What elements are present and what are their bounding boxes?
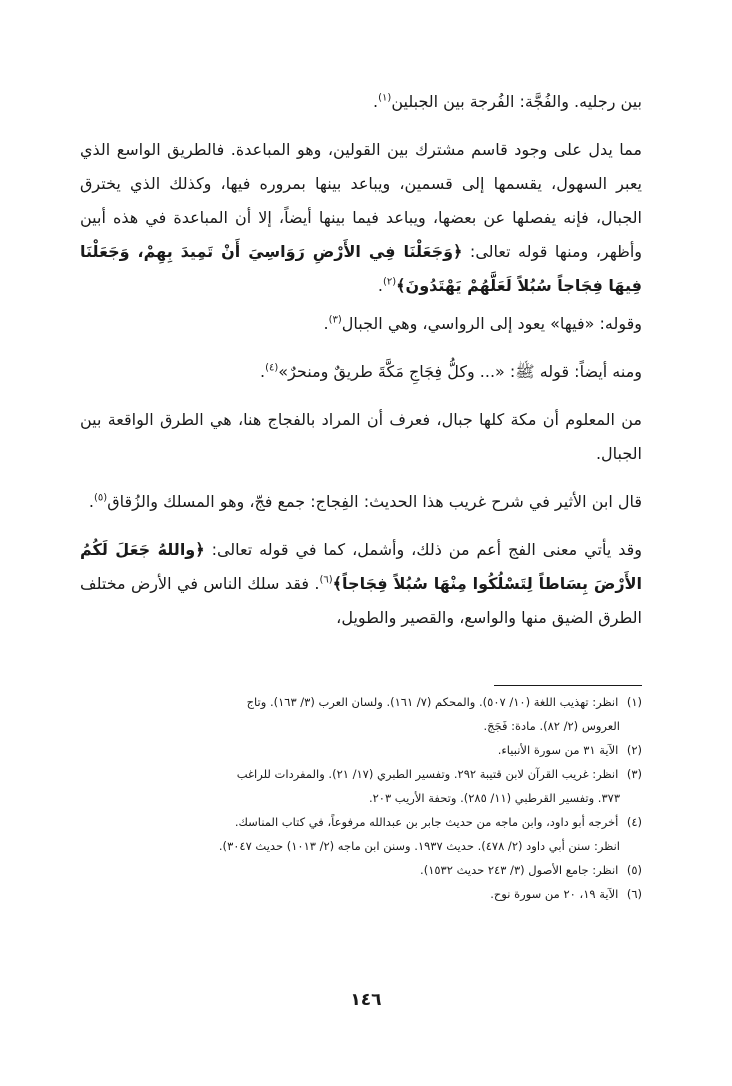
paragraph-2: مما يدل على وجود قاسم مشترك بين القولين، وهو المباعدة. فالطريق الواسع الذي يعبر السهول، يقسمها إلى قسمين، ويباعد بينها بمروره فيها، وكذلك الذي يخترق الجبال، فإنه يفصلها عن بعضها، ويباعد فيما بينها أيضاً، إلا أن المباعدة في هذه أبين وأظهر، ومنها قوله تعالى: ﴿وَجَعَلْنَا فِي الأَرْضِ رَوَاسِيَ أَنْ تَمِيدَ بِهِمْ، وَجَعَلْنَا فِيهَا فِجَاجاً سُبُلاً لَعَلَّهُمْ يَهْتَدُونَ﴾$^{(٢)}$. [80,140,643,295]
footnote-number: (٤) [626,815,642,829]
paragraph-3: وقوله: «فيها» يعود إلى الرواسي، وهي الجبال$^{(٣)}$. [323,314,642,333]
paragraph-3-text: وقوله: «فيها» يعود إلى الرواسي، وهي الجبال [341,314,642,333]
footnotes [80,690,642,906]
footnote-number: (٥) [626,863,642,877]
footnote-1 [80,690,642,738]
paragraph-1-text: بين رجليه. والفُجَّة: الفُرجة بين الجبلين [391,92,642,111]
footnote-ref-5: (٥) [94,492,108,504]
footnote-number: (٦) [626,887,642,901]
footnote-4 [80,810,642,858]
paragraph-7-text: وقد يأتي معنى الفج أعم من ذلك، وأشمل، كما في قوله تعالى: [211,540,643,559]
paragraph-7-end: فقد سلك الناس في الأرض مختلف الطرق الضيق منها والواسع، والقصير والطويل، [80,574,642,627]
quran-verse-1: ﴿وَجَعَلْنَا فِي الأَرْضِ رَوَاسِيَ أَنْ تَمِيدَ بِهِمْ، وَجَعَلْنَا فِيهَا فِجَاجاً سُبُلاً لَعَلَّهُمْ يَهْتَدُونَ﴾ [80,242,642,295]
footnote-text: انظر: غريب القرآن لابن قتيبة ٢٩٢. وتفسير الطبري (١٧/ ٢١). والمفردات للراغب [236,767,619,781]
paragraph-7: وقد يأتي معنى الفج أعم من ذلك، وأشمل، كما في قوله تعالى: ﴿واللهُ جَعَلَ لَكُمُ الأَرْضَ بِسَاطاً لِتَسْلُكُوا مِنْهَا سُبُلاً فِجَاجاً﴾$^{(٦)}$. فقد سلك الناس في الأرض مختلف الطرق الضيق منها والواسع، والقصير والطويل، [80,540,643,627]
footnote-continuation: ٣٧٣. وتفسير القرطبي (١١/ ٢٨٥). وتحفة الأريب ٢٠٣. [368,791,620,805]
footnote-text: الآية ٣١ من سورة الأنبياء. [497,743,619,757]
footnote-divider [494,685,642,686]
footnote-continuation: العروس (٢/ ٨٢). مادة: فَجَجَ. [483,719,620,733]
footnote-3 [80,762,642,810]
paragraph-4: ومنه أيضاً: قوله ﷺ: «... وكلُّ فِجَاجِ مَكَّةَ طريقٌ ومنحرٌ»$^{(٤)}$. [260,362,642,381]
footnote-2 [80,738,642,762]
main-text [80,85,642,649]
footnote-text: انظر: تهذيب اللغة (١٠/ ٥٠٧). والمحكم (٧/ ١٦١). ولسان العرب (٣/ ١٦٣). وتاج [246,695,619,709]
page-number: ١٤٦ [350,990,382,1010]
paragraph-4-text: ومنه أيضاً: قوله ﷺ: «... وكلُّ فِجَاجِ مَكَّةَ طريقٌ ومنحرٌ» [278,362,642,381]
footnote-5 [80,858,642,882]
paragraph-1: بين رجليه. والفُجَّة: الفُرجة بين الجبلين$^{(١)}$. [373,92,642,111]
footnote-number: (٣) [626,767,642,781]
footnote-text: الآية ١٩، ٢٠ من سورة نوح. [490,887,619,901]
footnote-number: (٢) [626,743,642,757]
footnote-continuation: انظر: سنن أبي داود (٢/ ٤٧٨). حديث ١٩٣٧. وسنن ابن ماجه (٢/ ١٠١٣) حديث ٣٠٤٧). [218,839,620,853]
paragraph-5 [80,403,642,471]
footnote-ref-4: (٤) [265,362,279,374]
paragraph-5-text: من المعلوم أن مكة كلها جبال، فعرف أن المراد بالفجاج هنا، هي الطرق الواقعة بين الجبال. [80,410,642,463]
quran-verse-2: ﴿واللهُ جَعَلَ لَكُمُ الأَرْضَ بِسَاطاً لِتَسْلُكُوا مِنْهَا سُبُلاً فِجَاجاً﴾ [80,540,643,593]
footnote-6 [80,882,642,906]
footnote-text: انظر: جامع الأصول (٣/ ٢٤٣ حديث ١٥٣٢). [420,863,619,877]
footnote-text: أخرجه أبو داود، وابن ماجه من حديث جابر بن عبدالله مرفوعاً، في كتاب المناسك. [234,815,619,829]
footnote-ref-3: (٣) [328,314,342,326]
footnote-number: (١) [626,695,642,709]
footnote-ref-2: (٢) [382,276,397,288]
paragraph-6: قال ابن الأثير في شرح غريب هذا الحديث: الفِجاج: جمع فجّ، وهو المسلك والزُقاق$^{(٥)}$. [88,492,642,511]
footnote-ref-1: (١) [378,92,392,104]
paragraph-2-text: مما يدل على وجود قاسم مشترك بين القولين، وهو المباعدة. فالطريق الواسع الذي يعبر السهول، يقسمها إلى قسمين، ويباعد بينها بمروره فيها، وكذلك الذي يخترق الجبال، فإنه يفصلها عن بعضها، ويباعد فيما بينها أيضاً، إلا أن المباعدة في هذه أبين وأظهر، ومنها قوله تعالى: [80,140,643,261]
paragraph-6-text: قال ابن الأثير في شرح غريب هذا الحديث: الفِجاج: جمع فجّ، وهو المسلك والزُقاق [107,492,642,511]
footnote-ref-6: (٦) [319,574,333,586]
